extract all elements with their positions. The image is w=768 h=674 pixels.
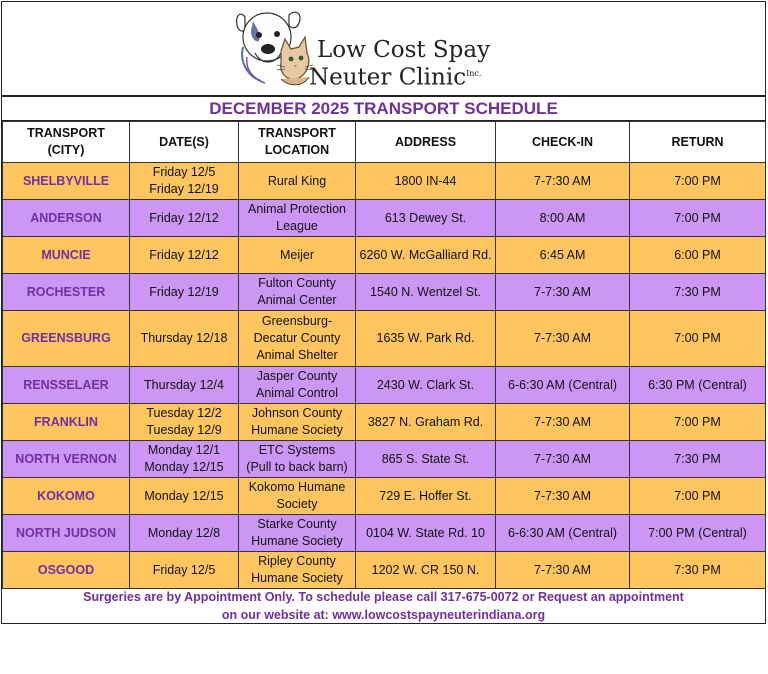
cell-address-address: 6260 W. McGalliard Rd. (359, 247, 492, 262)
cell-check-in-checkin: 7-7:30 AM (534, 488, 591, 503)
cell-city (3, 311, 130, 367)
cell-check-in (496, 404, 630, 441)
clinic-name-line1: Low Cost Spay (317, 37, 491, 63)
cell-address (356, 515, 496, 552)
cell-return (630, 311, 766, 367)
cell-dates-date1: Friday 12/12 (149, 247, 219, 262)
cell-check-in-checkin: 6-6:30 AM (Central) (507, 525, 618, 540)
header-transport-location (239, 122, 356, 163)
cell-location-loc2: Animal Center (257, 293, 337, 307)
cell-location (239, 237, 356, 274)
cell-location (239, 441, 356, 478)
cell-city (3, 367, 130, 404)
cell-address (356, 200, 496, 237)
cell-check-in (496, 163, 630, 200)
cell-location-loc2: Decatur County (253, 331, 341, 345)
cell-location-loc2: Society (276, 497, 318, 511)
cell-address-address: 2430 W. Clark St. (376, 377, 475, 392)
cell-dates (130, 404, 239, 441)
table-header-row (3, 122, 766, 163)
cell-check-in (496, 200, 630, 237)
cell-location (239, 200, 356, 237)
cell-return (630, 441, 766, 478)
cell-city-city: FRANKLIN (34, 414, 98, 429)
cell-check-in (496, 237, 630, 274)
cell-check-in-checkin: 7-7:30 AM (534, 451, 591, 466)
cell-location-loc2: League (276, 219, 318, 233)
cell-dates-date1: Friday 12/19 (149, 284, 219, 299)
dog-and-cat-logo-icon (231, 7, 317, 89)
table-row (3, 404, 766, 441)
cell-location-loc1: Ripley County (258, 554, 336, 568)
cell-dates (130, 274, 239, 311)
cell-dates-date1: Thursday 12/4 (144, 377, 224, 392)
cell-return-return: 7:30 PM (674, 451, 721, 466)
cell-dates-date1: Friday 12/5 (152, 165, 216, 179)
cell-return-return: 7:00 PM (674, 414, 721, 429)
cell-city-city: ROCHESTER (26, 284, 106, 299)
cell-return-return: 7:00 PM (674, 488, 721, 503)
cell-location (239, 552, 356, 589)
header-transport-location-line1: TRANSPORT (258, 126, 336, 140)
cell-return-return: 7:30 PM (674, 562, 721, 577)
cell-dates (130, 200, 239, 237)
cell-city (3, 404, 130, 441)
cell-check-in (496, 367, 630, 404)
header-transport-location-line2: LOCATION (264, 143, 330, 157)
cell-location-loc1: Greensburg- (261, 314, 333, 328)
cell-address-address: 613 Dewey St. (384, 210, 467, 225)
table-row (3, 552, 766, 589)
header-transport-city-line1: TRANSPORT (27, 126, 105, 140)
cell-address (356, 478, 496, 515)
cell-address (356, 237, 496, 274)
footer-line2: on our website at: www.lowcostspayneuterindiana.org (221, 608, 546, 622)
cell-city-city: SHELBYVILLE (22, 173, 110, 188)
cell-dates-date2: Monday 12/15 (144, 460, 224, 474)
cell-dates-date1: Thursday 12/18 (140, 331, 228, 345)
cell-city (3, 515, 130, 552)
cell-check-in-checkin: 7-7:30 AM (534, 284, 591, 299)
cell-check-in-checkin: 7-7:30 AM (534, 331, 591, 345)
cell-location-loc1: ETC Systems (258, 443, 336, 457)
header-transport-city-line2: (CITY) (47, 143, 85, 157)
cell-location-loc1: Animal Protection (248, 202, 346, 216)
cell-check-in (496, 311, 630, 367)
table-row (3, 163, 766, 200)
cell-location-loc3: Animal Shelter (256, 348, 338, 362)
schedule-table (2, 121, 766, 589)
cell-address (356, 441, 496, 478)
clinic-name-line2-text: Neuter Clinic (309, 64, 467, 91)
cell-dates-date1: Monday 12/15 (144, 488, 224, 503)
cell-address (356, 311, 496, 367)
cell-city (3, 237, 130, 274)
table-row (3, 200, 766, 237)
cell-address-address: 0104 W. State Rd. 10 (366, 525, 485, 540)
cell-check-in (496, 274, 630, 311)
clinic-name (309, 37, 491, 91)
cell-address-address: 3827 N. Graham Rd. (367, 414, 484, 429)
cell-location-loc2: Humane Society (251, 571, 343, 585)
schedule-title: DECEMBER 2025 TRANSPORT SCHEDULE (2, 95, 765, 121)
table-row (3, 367, 766, 404)
table-row (3, 311, 766, 367)
cell-check-in-checkin: 7-7:30 AM (534, 173, 591, 188)
table-row (3, 274, 766, 311)
table-row (3, 478, 766, 515)
cell-return (630, 367, 766, 404)
schedule-sheet (1, 1, 766, 624)
cell-location-loc1: Starke County (257, 517, 337, 531)
cell-location (239, 274, 356, 311)
cell-location (239, 163, 356, 200)
cell-city-city: OSGOOD (37, 562, 95, 577)
header-transport-city (3, 122, 130, 163)
cell-location-loc1: Johnson County (251, 406, 343, 420)
cell-address-address: 729 E. Hoffer St. (379, 488, 472, 503)
cell-return (630, 404, 766, 441)
cell-city (3, 552, 130, 589)
cell-return (630, 163, 766, 200)
appointment-footer (2, 588, 765, 624)
cell-city-city: MUNCIE (41, 247, 91, 262)
cell-dates (130, 163, 239, 200)
header-logo-area (2, 2, 765, 95)
header-check-in: CHECK-IN (496, 122, 630, 163)
cell-city-city: GREENSBURG (21, 331, 111, 345)
cell-address (356, 404, 496, 441)
cell-return-return: 7:00 PM (674, 173, 721, 188)
header-return: RETURN (630, 122, 766, 163)
cell-city-city: NORTH JUDSON (15, 525, 116, 540)
cell-address (356, 274, 496, 311)
cell-dates-date1: Tuesday 12/2 (146, 406, 222, 420)
cell-return (630, 552, 766, 589)
cell-city-city: ANDERSON (30, 210, 102, 225)
cell-dates-date1: Monday 12/1 (147, 443, 221, 457)
cell-return (630, 478, 766, 515)
cell-address (356, 163, 496, 200)
cell-return (630, 274, 766, 311)
cell-dates (130, 515, 239, 552)
cell-location-loc1: Rural King (267, 173, 327, 188)
cell-address-address: 1202 W. CR 150 N. (371, 562, 480, 577)
cell-return-return: 7:00 PM (674, 210, 721, 225)
cell-dates-date2: Tuesday 12/9 (146, 423, 222, 437)
cell-city-city: RENSSELAER (23, 377, 109, 392)
cell-location (239, 311, 356, 367)
cell-location-loc1: Jasper County (256, 369, 338, 383)
cell-dates-date1: Friday 12/5 (152, 562, 216, 577)
cell-location-loc2: Humane Society (251, 534, 343, 548)
cell-city (3, 478, 130, 515)
cell-location (239, 367, 356, 404)
cell-dates-date2: Friday 12/19 (149, 182, 219, 196)
cell-address-address: 1800 IN-44 (394, 173, 457, 188)
cell-check-in-checkin: 7-7:30 AM (534, 414, 591, 429)
cell-city (3, 163, 130, 200)
schedule-table-body (3, 163, 766, 589)
cell-location-loc1: Meijer (279, 247, 315, 262)
cell-city (3, 441, 130, 478)
table-row (3, 237, 766, 274)
cell-check-in (496, 478, 630, 515)
table-row (3, 441, 766, 478)
cell-dates (130, 311, 239, 367)
footer-line1: Surgeries are by Appointment Only. To schedule please call 317-675-0072 or Request an appointment (83, 590, 684, 604)
cell-location (239, 515, 356, 552)
cell-dates (130, 367, 239, 404)
header-dates: DATE(S) (130, 122, 239, 163)
cell-city (3, 274, 130, 311)
cell-city-city: NORTH VERNON (15, 451, 117, 466)
cell-check-in-checkin: 8:00 AM (539, 210, 586, 225)
cell-check-in-checkin: 6-6:30 AM (Central) (507, 377, 618, 392)
cell-address-address: 865 S. State St. (381, 451, 470, 466)
cell-location (239, 404, 356, 441)
cell-city-city: KOKOMO (37, 488, 95, 503)
cell-return (630, 200, 766, 237)
cell-dates-date1: Monday 12/8 (147, 525, 221, 540)
cell-dates (130, 237, 239, 274)
cell-address-address: 1635 W. Park Rd. (376, 331, 475, 345)
cell-dates (130, 552, 239, 589)
cell-return (630, 515, 766, 552)
clinic-name-suffix: Inc. (466, 69, 482, 78)
clinic-logo (229, 5, 513, 91)
header-address: ADDRESS (356, 122, 496, 163)
cell-location-loc1: Kokomo Humane (248, 480, 346, 494)
cell-city (3, 200, 130, 237)
cell-address (356, 552, 496, 589)
cell-location (239, 478, 356, 515)
cell-return-return: 7:30 PM (674, 284, 721, 299)
cell-address-address: 1540 N. Wentzel St. (370, 284, 481, 299)
cell-address (356, 367, 496, 404)
cell-dates (130, 441, 239, 478)
cell-check-in-checkin: 6:45 AM (539, 247, 586, 262)
cell-return-return: 6:00 PM (674, 247, 721, 262)
cell-location-loc1: Fulton County (258, 276, 336, 290)
cell-return-return: 7:00 PM (674, 331, 721, 345)
cell-location-loc2: Humane Society (251, 423, 343, 437)
cell-dates (130, 478, 239, 515)
cell-dates-date1: Friday 12/12 (149, 210, 219, 225)
cell-return (630, 237, 766, 274)
cell-check-in (496, 552, 630, 589)
table-row (3, 515, 766, 552)
cell-location-loc2: (Pull to back barn) (246, 460, 348, 474)
cell-return-return: 6:30 PM (Central) (648, 377, 747, 392)
cell-return-return: 7:00 PM (Central) (648, 525, 747, 540)
clinic-name-line2 (309, 62, 490, 90)
cell-check-in-checkin: 7-7:30 AM (534, 562, 591, 577)
cell-location-loc2: Animal Control (256, 386, 338, 400)
cell-check-in (496, 441, 630, 478)
cell-check-in (496, 515, 630, 552)
